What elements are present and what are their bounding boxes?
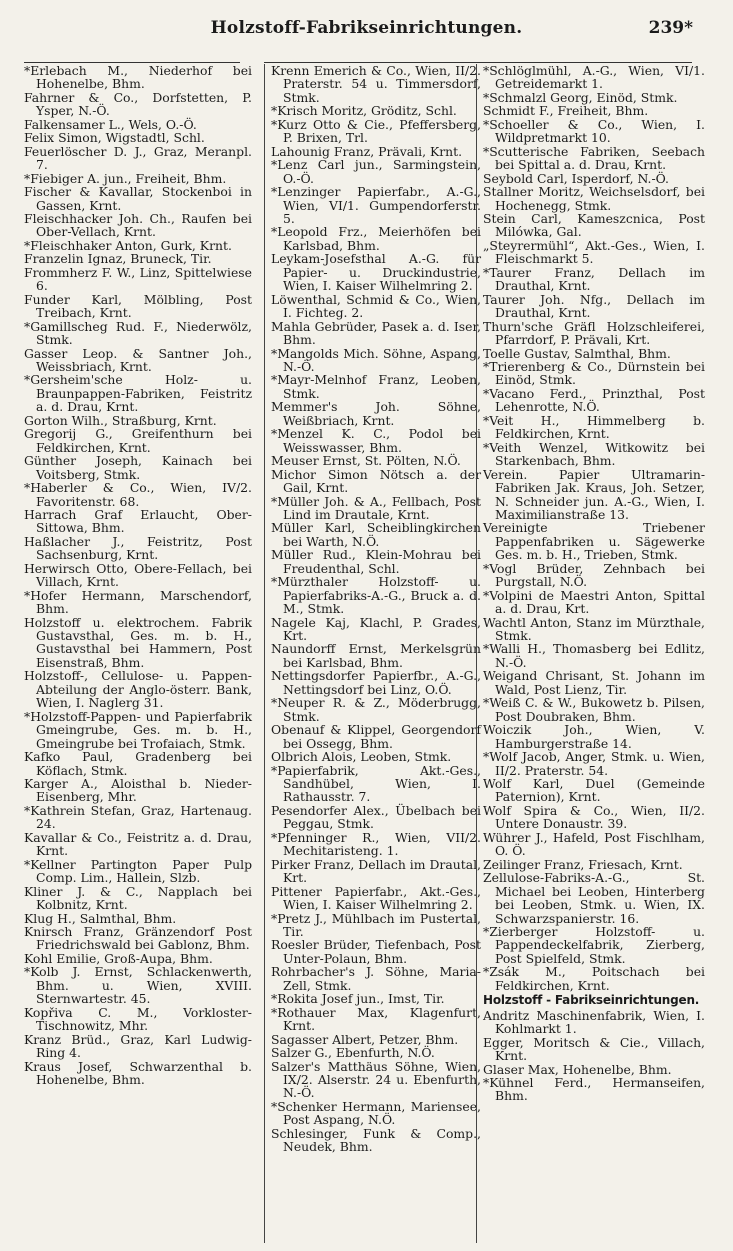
directory-entry: *Pfenninger R., Wien, VII/2. Mechitaristeng. 1. [271,829,481,859]
directory-entry: Löwenthal, Schmid & Co., Wien, I. Fichteg. 2. [271,291,481,321]
directory-entry: Salzer G., Ebenfurth, N.Ö. [271,1045,435,1061]
directory-entry: Frommherz F. W., Linz, Spittelwiese 6. [24,264,252,294]
directory-entry: Olbrich Alois, Leoben, Stmk. [271,749,452,765]
directory-entry: *Müller Joh. & A., Fellbach, Post Lind im Drautale, Krnt. [271,493,481,522]
directory-entry: *Schenker Hermann, Mariensee, Post Aspang, N.Ö. [271,1098,481,1128]
directory-entry: Woiczik Joh., Wien, V. Hamburgerstraße 14. [483,722,705,751]
directory-entry: Günther Joseph, Kainach bei Voitsberg, Stmk. [24,453,252,482]
directory-entry: *Taurer Franz, Dellach im Drauthal, Krnt. [483,264,705,294]
directory-entry: Falkensamer L., Wels, O.-Ö. [24,116,197,132]
directory-entry: *Lenz Carl jun., Sarmingstein, O.-Ö. [271,157,481,186]
directory-entry: Kraus Josef, Schwarzenthal b. Hohenelbe, Bhm. [24,1058,252,1087]
directory-entry: Schlesinger, Funk & Comp., Neudek, Bhm. [271,1125,481,1155]
directory-entry: Haßlacher J., Feistritz, Post Sachsenburg, Krnt. [24,533,252,563]
directory-entry: *Fleischhaker Anton, Gurk, Krnt. [24,237,232,253]
directory-entry: *Vogl Brüder, Zehnbach bei Purgstall, N.Ö. [483,560,705,590]
directory-entry: Seybold Carl, Isperdorf, N.-Ö. [483,170,669,186]
directory-entry: *Gersheim'sche Holz- u. Braunpappen-Fabriken, Feistritz a. d. Drau, Krnt. [24,372,252,415]
directory-entry: *Kellner Partington Paper Pulp Comp. Lim., Hallein, Slzb. [24,856,252,886]
directory-entry: Knirsch Franz, Gränzendorf Post Friedrichswald bei Gablonz, Bhm. [24,924,252,953]
directory-entry: Wolf Spira & Co., Wien, II/2. Untere Donaustr. 39. [483,802,705,832]
directory-entry: Gregorij G., Greifenthurn bei Feldkirchen, Krnt. [24,426,252,455]
directory-entry: Andritz Maschinenfabrik, Wien, I. Kohlmarkt 1. [483,1007,705,1037]
column-2 [264,64,481,1243]
directory-entry: Naundorff Ernst, Merkelsgrün bei Karlsbad, Bhm. [271,641,481,670]
directory-entry: *Holzstoff-Pappen- und Papierfabrik Gmeingrube, Ges. m. b. H., Gmeingrube bei Trofaiach, Stmk. [24,708,252,751]
directory-entry: *Hofer Hermann, Marschendorf, Bhm. [24,587,252,617]
directory-entry: Nettingsdorfer Papierfbr., A.-G., Nettingsdorf bei Linz, O.Ö. [271,668,481,697]
directory-entry: *Fiebiger A. jun., Freiheit, Bhm. [24,170,227,186]
directory-entry: *Kathrein Stefan, Graz, Hartenaug. 24. [24,802,252,832]
directory-entry: *Erlebach M., Niederhof bei Hohenelbe, Bhm. [24,63,252,92]
directory-entry: Fleischhacker Joh. Ch., Raufen bei Ober-Vellach, Krnt. [24,210,252,240]
directory-entry: *Schmalzl Georg, Einöd, Stmk. [483,89,678,105]
directory-entry: *Kühnel Ferd., Hermanseifen, Bhm. [483,1074,705,1104]
directory-entry: Obenauf & Klippel, Georgendorf bei Ossegg, Bhm. [271,722,481,751]
directory-entry: *Schlöglmühl, A.-G., Wien, VI/1. Getreidemarkt 1. [483,63,705,92]
directory-entry: *Rokita Josef jun., Imst, Tir. [271,991,445,1007]
directory-entry: Roesler Brüder, Tiefenbach, Post Unter-Polaun, Bhm. [271,937,481,966]
directory-entry: *Scutterische Fabriken, Seebach bei Spittal a. d. Drau, Krnt. [483,143,705,173]
directory-entry: *Zierberger Holzstoff- u. Pappendeckelfabrik, Zierberg, Post Spielfeld, Stmk. [483,924,705,966]
directory-entry: *Gamillscheg Rud. F., Niederwölz, Stmk. [24,318,252,348]
directory-entry: Fahrner & Co., Dorfstetten, P. Ysper, N.-Ö. [24,89,252,119]
directory-entry: Schmidt F., Freiheit, Bhm. [483,103,649,119]
directory-entry: Müller Karl, Scheiblingkirchen bei Warth, N.Ö. [271,520,481,549]
directory-entry: *Veit H., Himmelberg b. Feldkirchen, Krnt. [483,412,705,442]
directory-entry: *Krisch Moritz, Gröditz, Schl. [271,103,457,119]
directory-entry: Holzstoff u. elektrochem. Fabrik Gustavsthal, Ges. m. b. H., Gustavsthal bei Hammern, Post Eisenstraß, Bhm. [24,614,252,670]
directory-entry: *Menzel K. C., Podol bei Weisswasser, Bhm. [271,426,481,455]
directory-entry: *Veith Wenzel, Witkowitz bei Starkenbach, Bhm. [483,439,705,469]
directory-entry: Felix Simon, Wigstadtl, Schl. [24,130,205,146]
directory-entry: *Vacano Ferd., Prinzthal, Post Lehenrotte, N.Ö. [483,385,705,415]
directory-entry: *Papierfabrik, Akt.-Ges., Sandhübel, Wien, I. Rathausstr. 7. [271,762,481,805]
directory-entry: Franzelin Ignaz, Bruneck, Tir. [24,251,212,267]
directory-entry: Holzstoff-, Cellulose- u. Pappen-Abteilung der Anglo-österr. Bank, Wien, I. Naglerg 31. [24,668,252,711]
directory-entry: Kavallar & Co., Feistritz a. d. Drau, Krnt. [24,829,252,859]
directory-entry: Kohl Emilie, Groß-Aupa, Bhm. [24,950,213,966]
section-heading: Holzstoff - Fabrikseinrichtungen. [483,993,700,1008]
directory-entry: Wachtl Anton, Stanz im Mürzthale, Stmk. [483,614,705,644]
directory-entry: Leykam-Josefsthal A.-G. für Papier- u. Druckindustrie, Wien, I. Kaiser Wilhelmring 2. [271,251,481,294]
directory-entry: *Mangolds Mich. Söhne, Aspang, N.-Ö. [271,345,481,374]
directory-entry: Karger A., Aloisthal b. Nieder-Eisenberg, Mhr. [24,776,252,805]
directory-entry: „Steyrermühl“, Akt.-Ges., Wien, I. Fleischmarkt 5. [483,237,705,267]
directory-entry: *Volpini de Maestri Anton, Spittal a. d. Drau, Krt. [483,587,705,617]
directory-entry: Vereinigte Triebener Pappenfabriken u. Sägewerke Ges. m. b. H., Trieben, Stmk. [483,520,705,563]
directory-entry: Feuerlöscher D. J., Graz, Meranpl. 7. [24,143,252,173]
directory-entry: Stein Carl, Kameszcnica, Post Milówka, Gal. [483,210,705,240]
directory-entry: Pirker Franz, Dellach im Drautal, Krt. [271,856,481,886]
directory-entry: Egger, Moritsch & Cie., Villach, Krnt. [483,1034,705,1064]
column-1 [24,64,252,1243]
directory-entry: Gorton Wilh., Straßburg, Krnt. [24,412,217,428]
directory-entry: *Mürzthaler Holzstoff- u. Papierfabriks-A.-G., Bruck a. d. M., Stmk. [271,574,481,617]
directory-entry: Nagele Kaj, Klachl, P. Grades, Krt. [271,614,481,644]
directory-entry: *Wolf Jacob, Anger, Stmk. u. Wien, II/2. Praterstr. 54. [483,749,705,778]
directory-entry: Pittener Papierfabr., Akt.-Ges., Wien, I. Kaiser Wilhelmring 2. [271,883,481,913]
directory-entry: *Pretz J., Mühlbach im Pustertal, Tir. [271,910,481,939]
directory-entry: Fischer & Kavallar, Stockenboi in Gassen, Krnt. [24,184,252,213]
directory-entry: Toelle Gustav, Salmthal, Bhm. [483,345,671,361]
directory-entry: Wührer J., Hafeld, Post Fischlham, O. Ö. [483,829,705,859]
directory-entry: Gasser Leop. & Santner Joh., Weissbriach, Krnt. [24,345,252,374]
directory-entry: Rohrbacher's J. Söhne, Maria-Zell, Stmk. [271,964,481,993]
directory-entry: Zellulose-Fabriks-A.-G., St. Michael bei Leoben, Hinterberg bei Leoben, Stmk. u. Wien, IX. Schwarzspanierstr. 16. [483,870,705,926]
directory-entry: *Weiß C. & W., Bukowetz b. Pilsen, Post Doubraken, Bhm. [483,695,705,724]
directory-entry: Taurer Joh. Nfg., Dellach im Drauthal, Krnt. [483,291,705,321]
directory-entry: *Walli H., Thomasberg bei Edlitz, N.-Ö. [483,641,705,670]
directory-entry: Sagasser Albert, Petzer, Bhm. [271,1031,459,1047]
directory-entry: Kliner J. & C., Napplach bei Kolbnitz, Krnt. [24,883,252,913]
directory-entry: Memmer's Joh. Söhne, Weißbriach, Krnt. [271,399,481,428]
directory-entry: Funder Karl, Mölbling, Post Treibach, Krnt. [24,291,252,321]
page-title: Holzstoff-Fabrikseinrichtungen. [210,18,523,38]
directory-entry: *Lenzinger Papierfabr., A.-G., Wien, VI/1. Gumpendorferstr. 5. [271,184,481,226]
directory-entry: Thurn'sche Gräfl Holzschleiferei, Pfarrdorf, P. Prävali, Krt. [483,318,705,348]
directory-entry: Krenn Emerich & Co., Wien, II/2. Praterstr. 54 u. Timmersdorf, Stmk. [271,63,481,105]
directory-entry: *Rothauer Max, Klagenfurt, Krnt. [271,1004,481,1034]
directory-entry: Pesendorfer Alex., Übelbach bei Peggau, Stmk. [271,802,481,832]
directory-entry: Herwirsch Otto, Obere-Fellach, bei Villach, Krnt. [24,560,252,590]
page-header [0,14,733,42]
directory-entry: Glaser Max, Hohenelbe, Bhm. [483,1061,672,1077]
directory-entry: Michor Simon Nötsch a. der Gail, Krnt. [271,466,481,496]
directory-entry: Weigand Chrisant, St. Johann im Wald, Post Lienz, Tir. [483,668,705,697]
page-number: 239* [648,18,693,38]
directory-entry: Kafko Paul, Gradenberg bei Köflach, Stmk. [24,749,252,778]
directory-entry: *Neuper R. & Z., Möderbrugg, Stmk. [271,695,481,724]
directory-entry: Kranz Brüd., Graz, Karl Ludwig-Ring 4. [24,1031,252,1061]
directory-entry: Stallner Moritz, Weichselsdorf, bei Hochenegg, Stmk. [483,184,705,213]
directory-entry: Zeilinger Franz, Friesach, Krnt. [483,856,683,872]
directory-entry: *Kurz Otto & Cie., Pfeffersberg, P. Brixen, Trl. [271,116,481,146]
directory-entry: Kopřiva C. M., Vorkloster-Tischnowitz, Mhr. [24,1004,252,1034]
directory-entry: Verein. Papier Ultramarin-Fabriken Jak. Kraus, Joh. Setzer, N. Schneider jun. A.-G., Wien, I. Maximilianstraße 13. [483,466,705,522]
directory-entry: *Kolb J. Ernst, Schlackenwerth, Bhm. u. Wien, XVIII. Sternwartestr. 45. [24,964,252,1007]
directory-entry: Meuser Ernst, St. Pölten, N.Ö. [271,453,461,469]
directory-entry: Salzer's Matthäus Söhne, Wien, IX/2. Alserstr. 24 u. Ebenfurth, N.-Ö. [271,1058,481,1101]
directory-entry: Klug H., Salmthal, Bhm. [24,910,177,926]
directory-entry: Wolf Karl, Duel (Gemeinde Paternion), Krnt. [483,776,705,805]
directory-entry: *Leopold Frz., Meierhöfen bei Karlsbad, Bhm. [271,224,481,253]
directory-entry: *Mayr-Melnhof Franz, Leoben, Stmk. [271,372,481,401]
directory-entry: *Schoeller & Co., Wien, I. Wildpretmarkt 10. [483,116,705,146]
directory-entry: Harrach Graf Erlaucht, Ober-Sittowa, Bhm. [24,506,252,536]
directory-entry: *Haberler & Co., Wien, IV/2. Favoritenstr. 68. [24,480,252,509]
directory-entry: Lahounig Franz, Prävali, Krnt. [271,143,463,159]
directory-entry: Müller Rud., Klein-Mohrau bei Freudenthal, Schl. [271,547,481,576]
directory-entry: *Trierenberg & Co., Dürnstein bei Einöd, Stmk. [483,358,705,388]
directory-entry: Mahla Gebrüder, Pasek a. d. Iser, Bhm. [271,318,481,348]
directory-entry: *Zsák M., Poitschach bei Feldkirchen, Krnt. [483,964,705,993]
column-3 [476,64,705,1243]
